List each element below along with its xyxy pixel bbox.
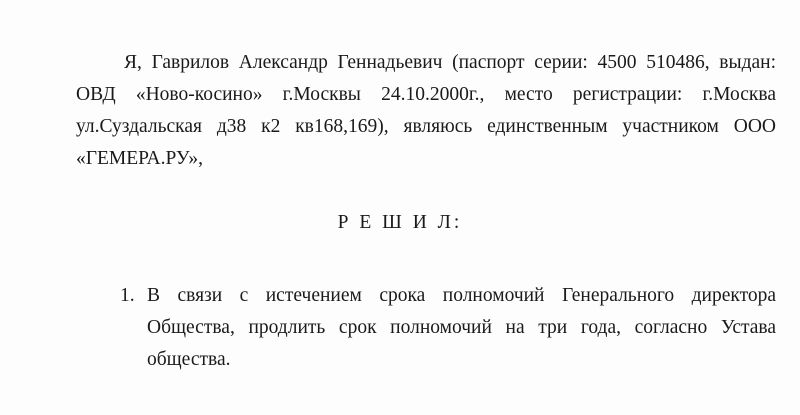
decision-line: В связи с истечением срока полномочий Генерального директора [147, 285, 776, 306]
decision-text [147, 280, 776, 376]
intro-line: ул.Суздальская д38 к2 кв168,169), являюсь единственным участником ООО [76, 116, 776, 137]
intro-line: «ГЕМЕРА.РУ», [76, 148, 204, 169]
intro-line: Я, Гаврилов Александр Геннадьевич (паспорт серии: 4500 510486, выдан: [124, 52, 776, 73]
decision-line: общества. [147, 349, 231, 370]
decision-heading: Р Е Ш И Л: [337, 212, 463, 233]
decision-line: Общества, продлить срок полномочий на три года, согласно Устава [147, 317, 776, 338]
intro-paragraph [76, 47, 776, 175]
intro-line: ОВД «Ново-косино» г.Москвы 24.10.2000г., место регистрации: г.Москва [76, 84, 776, 105]
decision-number: 1. [120, 285, 135, 306]
